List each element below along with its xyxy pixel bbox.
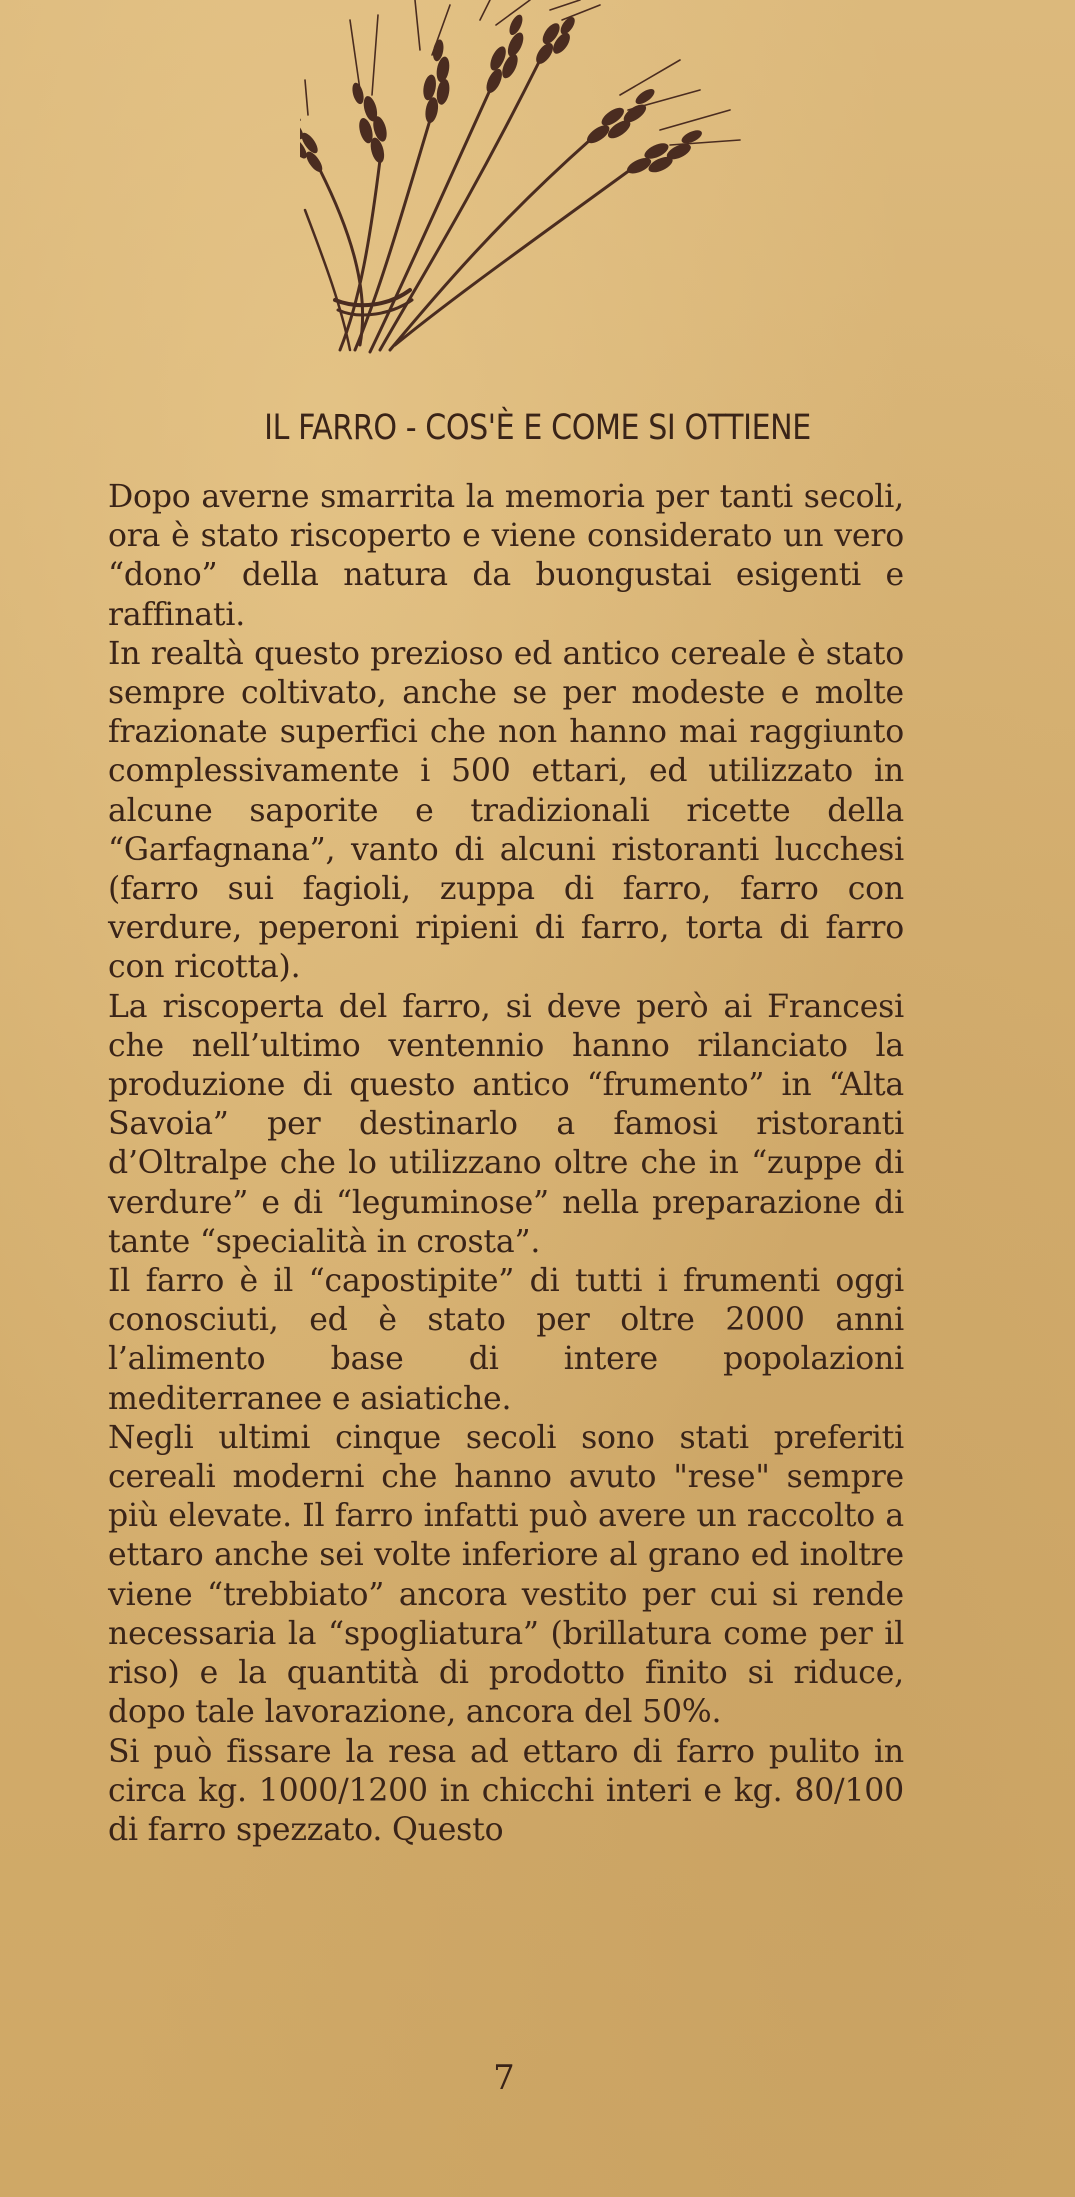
- body-text: [108, 478, 904, 1850]
- paragraph: La riscoperta del farro, si deve però ai Francesi che nell’ultimo ventennio hanno rilanciato la produzione di questo antico “frumento” in “Alta Savoia” per destinarlo a famosi ristoranti d’Oltralpe che lo utilizzano oltre che in “zuppe di verdure” e di “leguminose” nella preparazione di tante “specialità in crosta”.: [108, 988, 904, 1260]
- paragraph: Negli ultimi cinque secoli sono stati preferiti cereali moderni che hanno avuto "rese" sempre più elevate. Il farro infatti può avere un raccolto a ettaro anche sei volte inferiore al grano ed inoltre viene “trebbiato” ancora vestito per cui si rende necessaria la “spogliatura” (brillatura come per il riso) e la quantità di prodotto finito si riduce, dopo tale lavorazione, ancora del 50%.: [108, 1419, 904, 1731]
- page-number: 7: [493, 2058, 515, 2098]
- wheat-sheaf-icon: [300, 0, 750, 370]
- paragraph: Il farro è il “capostipite” di tutti i frumenti oggi conosciuti, ed è stato per oltre 2000 anni l’alimento base di intere popolazioni mediterranee e asiatiche.: [108, 1263, 904, 1417]
- paragraph: In realtà questo prezioso ed antico cereale è stato sempre coltivato, anche se per modeste e molte frazionate superfici che non hanno mai raggiunto complessivamente i 500 ettari, ed utilizzato in alcune saporite e tradizionali ricette della “Garfagnana”, vanto di alcuni ristoranti lucchesi (farro sui fagioli, zuppa di farro, farro con verdure, peperoni ripieni di farro, torta di farro con ricotta).: [108, 635, 904, 986]
- paragraph: Si può fissare la resa ad ettaro di farro pulito in circa kg. 1000/1200 in chicchi interi e kg. 80/100 di farro spezzato. Questo: [108, 1733, 904, 1848]
- paragraph: Dopo averne smarrita la memoria per tanti secoli, ora è stato riscoperto e viene considerato un vero “dono” della natura da buongustai esigenti e raffinati.: [108, 479, 904, 633]
- page-title: IL FARRO - COS'È E COME SI OTTIENE: [264, 408, 811, 448]
